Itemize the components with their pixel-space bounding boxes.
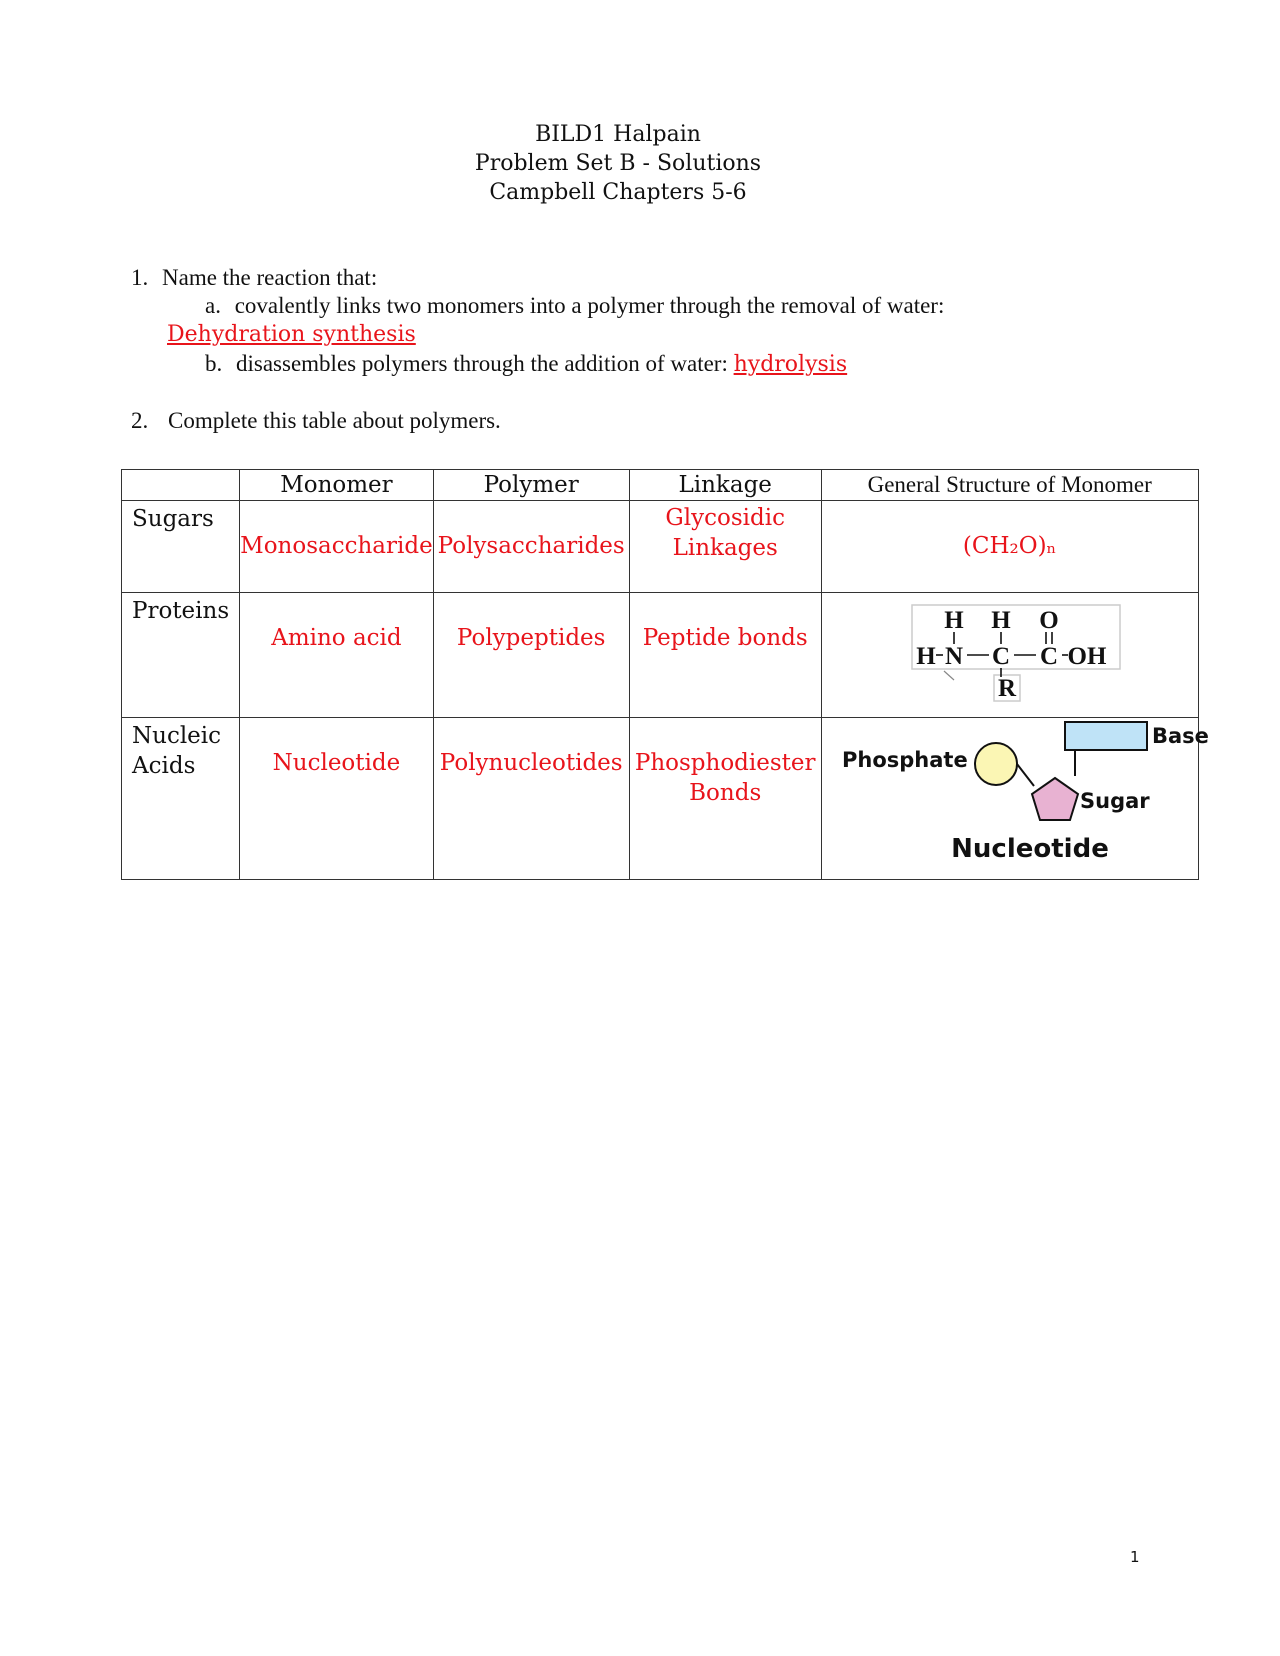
q1b-letter: b. (205, 351, 223, 376)
cell-linkage (629, 501, 821, 593)
page-number: 1 (1130, 1548, 1140, 1566)
polymer-table (121, 469, 1209, 880)
hydroxyl-group: OH (1067, 643, 1107, 670)
nitrogen: N (944, 643, 963, 670)
linkage-line-1: Phosphodiester (634, 750, 816, 776)
document-header (0, 120, 1236, 207)
row-label-line-1: Nucleic (132, 723, 222, 749)
chapters-line: Campbell Chapters 5-6 (489, 180, 747, 205)
phosphate-sugar-bond (1017, 764, 1034, 786)
linkage-line-2: Linkages (672, 535, 778, 561)
carboxyl-carbon: C (1039, 643, 1058, 670)
q1-line (131, 265, 377, 291)
hydrogen-top-1: H (943, 607, 964, 634)
q1b-line (205, 351, 847, 377)
amino-acid-structure-diagram (822, 593, 1198, 716)
cell-polymer: Polypeptides (433, 593, 629, 718)
table-row (122, 593, 1199, 718)
oxygen-top: O (1038, 607, 1059, 634)
pointer-line (944, 671, 954, 680)
row-label-proteins: Proteins (122, 593, 240, 718)
sugar-label: Sugar (1079, 789, 1150, 813)
header-cell-polymer: Polymer (433, 470, 629, 501)
q2-prompt: Complete this table about polymers. (168, 408, 501, 433)
linkage-line-2: Bonds (689, 780, 762, 806)
phosphate-circle (975, 743, 1017, 785)
header-cell-structure: General Structure of Monomer (821, 470, 1198, 501)
cell-polymer: Polynucleotides (433, 718, 629, 880)
header-cell-linkage: Linkage (629, 470, 821, 501)
cell-polymer: Polysaccharides (433, 501, 629, 593)
q1-number: 1. (131, 265, 149, 290)
cell-linkage: Peptide bonds (629, 593, 821, 718)
cell-monomer: Nucleotide (240, 718, 434, 880)
table-header-row (122, 470, 1199, 501)
nucleotide-diagram (822, 718, 1209, 878)
base-rectangle (1065, 722, 1147, 750)
q2-line (131, 408, 501, 434)
cell-monomer: Monosaccharide (240, 501, 434, 593)
hydrogen-left: H (915, 643, 936, 670)
alpha-carbon: C (991, 643, 1010, 670)
course-title: BILD1 Halpain (535, 122, 701, 147)
cell-structure-nucleotide (821, 718, 1209, 880)
cell-monomer: Amino acid (240, 593, 434, 718)
q1b-text: disassembles polymers through the addition of water: (236, 351, 728, 376)
hydrogen-top-2: H (990, 607, 1011, 634)
base-label: Base (1151, 724, 1209, 748)
q1a-letter: a. (205, 293, 221, 318)
phosphate-label: Phosphate (841, 748, 968, 772)
q1-prompt: Name the reaction that: (162, 265, 378, 290)
q1b-answer: hydrolysis (733, 352, 848, 377)
q1a-text: covalently links two monomers into a polymer through the removal of water: (234, 293, 945, 318)
header-cell-empty (122, 470, 240, 501)
row-label-nucleic-acids (122, 718, 240, 880)
r-group: R (997, 675, 1016, 702)
sugar-pentagon (1032, 778, 1078, 820)
q1a-answer: Dehydration synthesis (167, 322, 416, 347)
problem-set-title: Problem Set B - Solutions (474, 151, 762, 176)
table-row (122, 718, 1199, 880)
nucleotide-title: Nucleotide (950, 834, 1109, 864)
q2-number: 2. (131, 408, 149, 433)
cell-structure-amino-acid (821, 593, 1198, 718)
row-label-line-2: Acids (132, 753, 196, 779)
header-cell-monomer: Monomer (240, 470, 434, 501)
linkage-line-1: Glycosidic (665, 505, 785, 531)
row-label-sugars: Sugars (122, 501, 240, 593)
cell-linkage (629, 718, 821, 880)
table-row (122, 501, 1199, 593)
q1a-line (205, 293, 944, 319)
cell-structure-formula: (CH₂O)ₙ (821, 501, 1198, 593)
